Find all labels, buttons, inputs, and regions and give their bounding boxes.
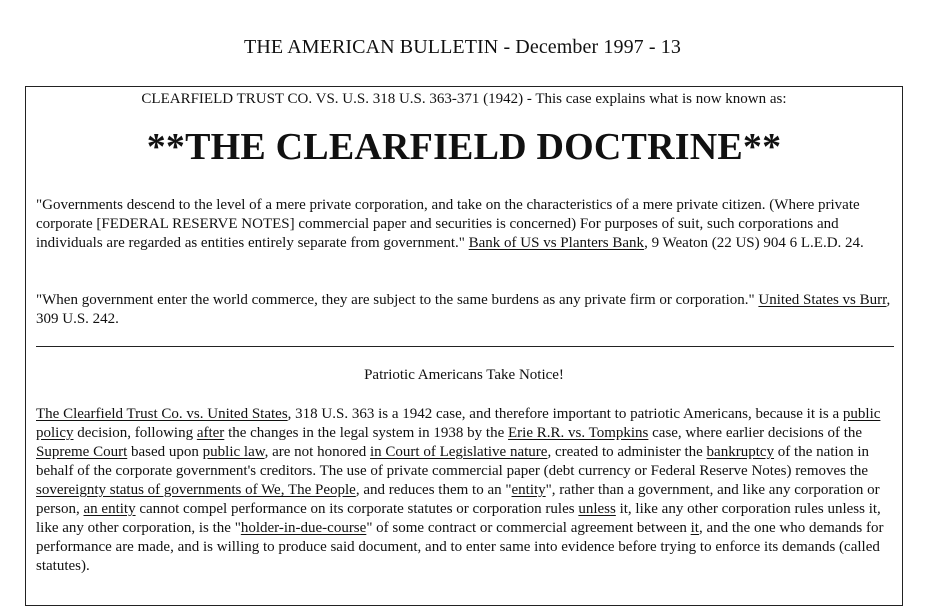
body-paragraph: [36, 405, 896, 576]
case-citation-burr: United States vs Burr: [758, 292, 887, 308]
underlined-phrase: it: [690, 520, 699, 536]
underlined-phrase: The Clearfield Trust Co. vs. United States: [36, 406, 288, 422]
body-text: the changes in the legal system in 1938 by the: [224, 425, 509, 441]
body-text: , and reduces them to an ": [355, 482, 512, 498]
quote-2-text: "When government enter the world commerce, they are subject to the same burdens as any private firm or corporation.": [36, 292, 759, 308]
underlined-phrase: an entity: [83, 501, 136, 517]
case-citation-planters-bank: Bank of US vs Planters Bank: [468, 235, 645, 251]
underlined-phrase: entity: [511, 482, 546, 498]
notice-heading: Patriotic Americans Take Notice!: [364, 367, 564, 383]
underlined-phrase: unless: [578, 501, 616, 517]
underlined-phrase: Supreme Court: [36, 444, 128, 460]
page-header-title: THE AMERICAN BULLETIN - December 1997 - 13: [244, 36, 681, 58]
underlined-phrase: holder-in-due-course: [240, 520, 367, 536]
underlined-phrase: public policy: [36, 406, 881, 441]
body-text: cannot compel performance on its corporate statutes or corporation rules: [135, 501, 579, 517]
underlined-phrase: public law: [202, 444, 265, 460]
underlined-phrase: after: [196, 425, 225, 441]
quote-paragraph-1: [36, 196, 896, 253]
underlined-phrase: bankruptcy: [706, 444, 775, 460]
article-box: [25, 86, 903, 606]
body-text: , created to administer the: [547, 444, 707, 460]
quote-1-cite: , 9 Weaton (22 US) 904 6 L.E.D. 24.: [644, 235, 864, 251]
doctrine-title: **THE CLEARFIELD DOCTRINE**: [146, 126, 782, 168]
underlined-phrase: sovereignty status of governments of We, The People: [36, 482, 356, 498]
underlined-phrase: Erie R.R. vs. Tompkins: [508, 425, 649, 441]
body-text: of the nation in behalf of the corporate government's creditors. The use of private commercial paper (debt currency or Federal Reserve Notes) removes the: [36, 444, 870, 479]
body-text: decision, following: [73, 425, 197, 441]
body-text: , and the one who demands for performance are made, and is willing to produce said document, and to enter same into evidence before trying to enforce its demands (called statutes).: [36, 520, 884, 574]
body-text: , are not honored: [264, 444, 370, 460]
section-divider: [36, 346, 894, 347]
body-text: case, where earlier decisions of the: [648, 425, 863, 441]
body-text: based upon: [127, 444, 203, 460]
body-text: " of some contract or commercial agreement between: [366, 520, 691, 536]
case-intro-line: CLEARFIELD TRUST CO. VS. U.S. 318 U.S. 363-371 (1942) - This case explains what is now known as:: [141, 91, 787, 107]
body-text: , 318 U.S. 363 is a 1942 case, and therefore important to patriotic Americans, because it is a: [287, 406, 843, 422]
body-text: ", rather than a government, and like any corporation or person,: [36, 482, 880, 517]
quote-1-text: "Governments descend to the level of a mere private corporation, and take on the characteristics of a mere private citizen. (Where private corporate [FEDERAL RESERVE NOTES] commercial paper and securities is concerned) For purposes of suit, such corporations and individuals are regarded as entities entirely separate from government.": [36, 197, 860, 251]
underlined-phrase: in Court of Legislative nature: [369, 444, 548, 460]
body-text: it, like any other corporation rules unless it, like any other corporation, is the ": [36, 501, 881, 536]
quote-paragraph-2: [36, 291, 896, 329]
quote-2-cite: , 309 U.S. 242.: [36, 292, 891, 327]
